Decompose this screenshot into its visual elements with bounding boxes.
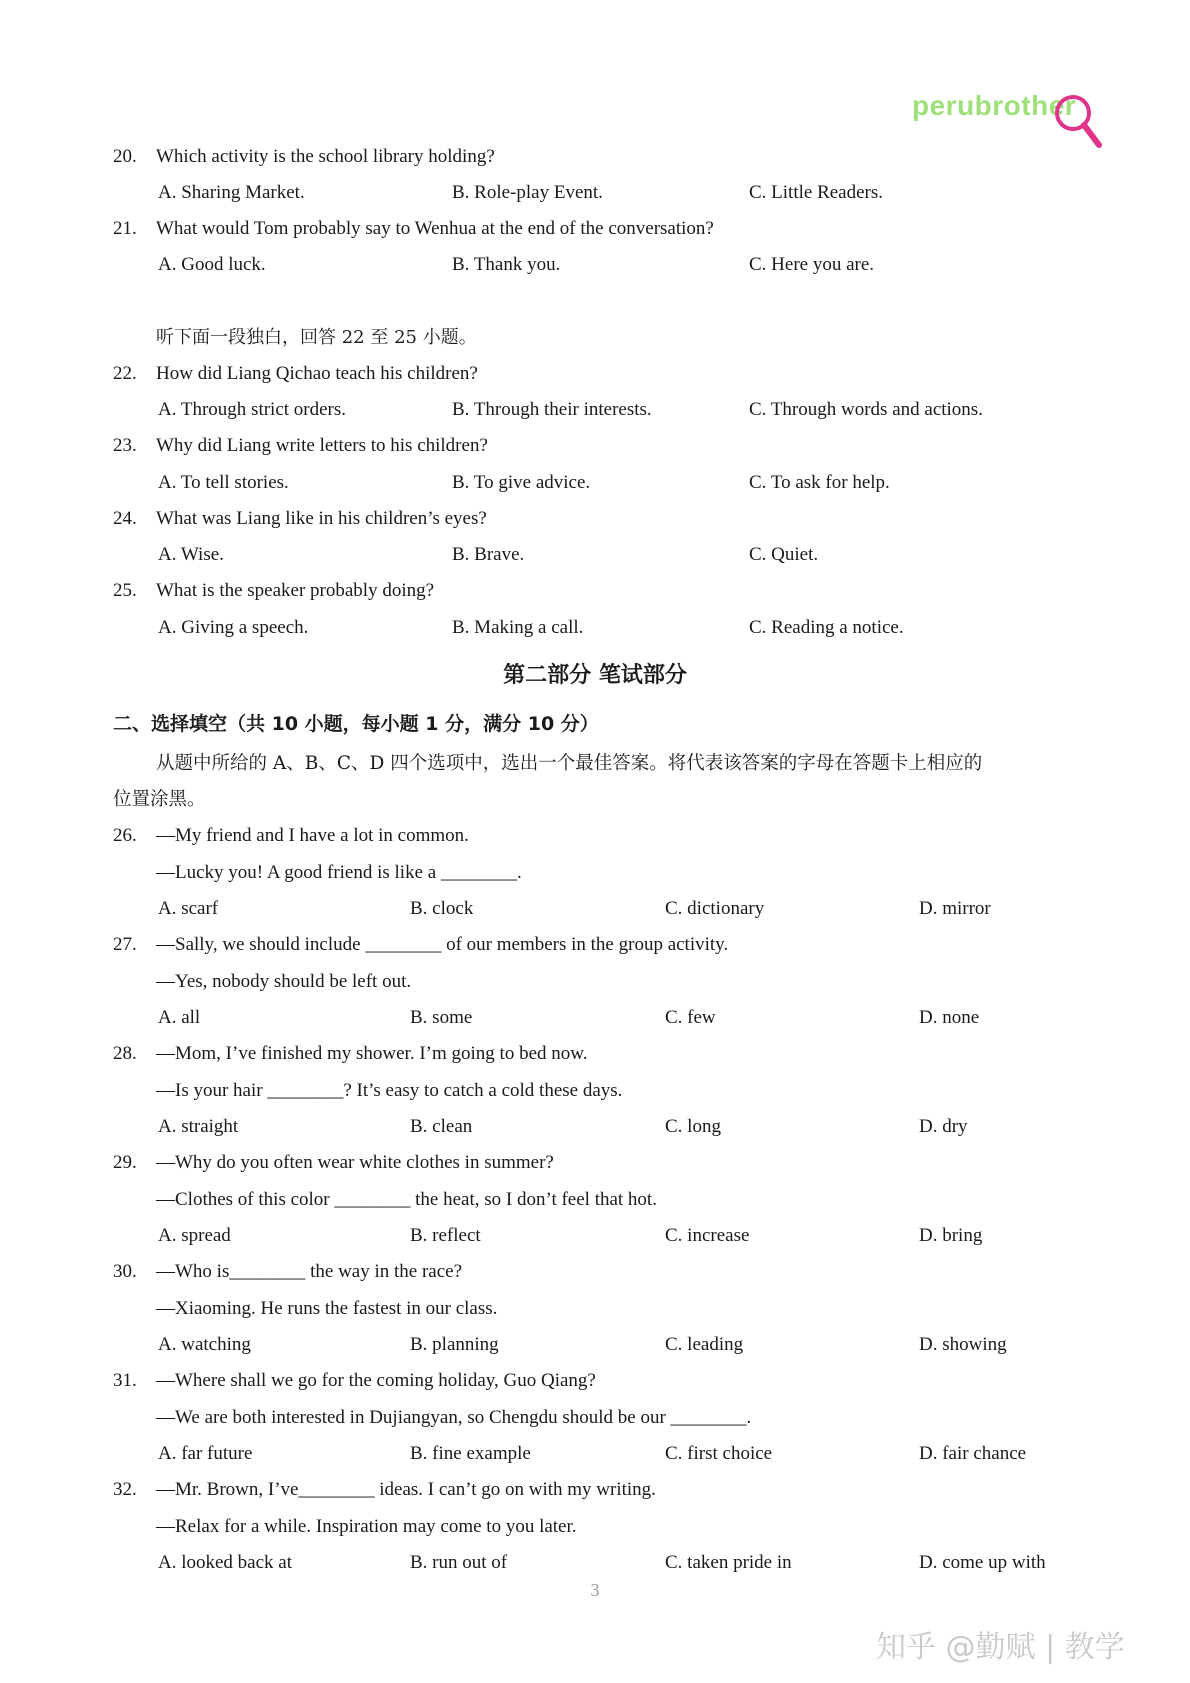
option-d: D. dry <box>919 1116 968 1137</box>
question-number: 25. <box>113 580 137 601</box>
option-b: B. fine example <box>410 1443 531 1464</box>
question-text: Which activity is the school library holding? <box>156 146 495 167</box>
question-number: 29. <box>113 1152 137 1173</box>
option-b: B. Making a call. <box>452 617 584 638</box>
option-a: A. all <box>158 1007 201 1028</box>
option-c: C. Through words and actions. <box>749 399 983 420</box>
question-line: —Mr. Brown, I’ve________ ideas. I can’t go on with my writing. <box>156 1479 656 1500</box>
question-number: 22. <box>113 363 137 384</box>
option-a: A. watching <box>158 1334 251 1355</box>
question-number: 32. <box>113 1479 137 1500</box>
question-number: 26. <box>113 825 137 846</box>
option-d: D. fair chance <box>919 1443 1027 1464</box>
question-line: —Sally, we should include ________ of our members in the group activity. <box>156 934 729 955</box>
option-c: C. Little Readers. <box>749 182 884 203</box>
option-c: C. Quiet. <box>749 544 819 565</box>
question-line: —Clothes of this color ________ the heat, so I don’t feel that hot. <box>156 1189 657 1210</box>
section-title: 第二部分 笔试部分 <box>503 663 687 688</box>
option-c: C. increase <box>665 1225 750 1246</box>
option-a: A. scarf <box>158 898 219 919</box>
option-d: D. showing <box>919 1334 1007 1355</box>
option-b: B. To give advice. <box>452 472 591 493</box>
option-a: A. Wise. <box>158 544 224 565</box>
option-c: C. leading <box>665 1334 744 1355</box>
instructions: 从题中所给的 A、B、C、D 四个选项中，选出一个最佳答案。将代表该答案的字母在答题卡上相应的 <box>156 753 983 774</box>
question-line: —Xiaoming. He runs the fastest in our class. <box>156 1298 498 1319</box>
question-line: —Yes, nobody should be left out. <box>156 971 412 992</box>
question-number: 31. <box>113 1370 137 1391</box>
option-c: C. To ask for help. <box>749 472 890 493</box>
option-a: A. far future <box>158 1443 253 1464</box>
option-a: A. looked back at <box>158 1552 293 1573</box>
option-b: B. Role-play Event. <box>452 182 603 203</box>
question-number: 24. <box>113 508 137 529</box>
question-text: How did Liang Qichao teach his children? <box>156 363 478 384</box>
question-line: —Where shall we go for the coming holiday, Guo Qiang? <box>156 1370 596 1391</box>
option-d: D. come up with <box>919 1552 1046 1573</box>
question-line: —Relax for a while. Inspiration may come to you later. <box>156 1516 577 1537</box>
option-b: B. reflect <box>410 1225 481 1246</box>
option-c: C. long <box>665 1116 721 1137</box>
option-b: B. some <box>410 1007 473 1028</box>
question-number: 20. <box>113 146 137 167</box>
option-b: B. planning <box>410 1334 499 1355</box>
option-c: C. Reading a notice. <box>749 617 904 638</box>
option-b: B. clock <box>410 898 474 919</box>
option-b: B. Brave. <box>452 544 525 565</box>
option-a: A. straight <box>158 1116 239 1137</box>
option-d: D. bring <box>919 1225 983 1246</box>
option-a: A. Through strict orders. <box>158 399 347 420</box>
page-number: 3 <box>590 1580 600 1600</box>
question-text: What is the speaker probably doing? <box>156 580 435 601</box>
instructions-cont: 位置涂黑。 <box>113 789 206 810</box>
question-number: 21. <box>113 218 137 239</box>
option-c: C. dictionary <box>665 898 765 919</box>
magnifier-icon <box>1053 93 1103 151</box>
question-line: —Why do you often wear white clothes in summer? <box>156 1152 554 1173</box>
option-a: A. spread <box>158 1225 231 1246</box>
option-d: D. mirror <box>919 898 991 919</box>
question-text: What was Liang like in his children’s eyes? <box>156 508 487 529</box>
option-b: B. Through their interests. <box>452 399 652 420</box>
brand-logo-text: perubrother <box>912 90 1077 121</box>
option-c: C. taken pride in <box>665 1552 792 1573</box>
question-line: —Mom, I’ve finished my shower. I’m going to bed now. <box>156 1043 588 1064</box>
question-number: 23. <box>113 435 137 456</box>
question-text: Why did Liang write letters to his children? <box>156 435 488 456</box>
option-c: C. few <box>665 1007 716 1028</box>
option-a: A. Good luck. <box>158 254 266 275</box>
question-line: —My friend and I have a lot in common. <box>156 825 469 846</box>
option-c: C. first choice <box>665 1443 773 1464</box>
question-line: —We are both interested in Dujiangyan, so Chengdu should be our ________. <box>156 1407 752 1428</box>
section-subtitle: 二、选择填空（共 10 小题，每小题 1 分，满分 10 分） <box>113 713 599 735</box>
option-b: B. run out of <box>410 1552 508 1573</box>
question-line: —Who is________ the way in the race? <box>156 1261 463 1282</box>
question-line: —Lucky you! A good friend is like a ________. <box>156 862 522 883</box>
option-b: B. Thank you. <box>452 254 561 275</box>
option-d: D. none <box>919 1007 980 1028</box>
question-number: 27. <box>113 934 137 955</box>
question-number: 28. <box>113 1043 137 1064</box>
question-text: What would Tom probably say to Wenhua at the end of the conversation? <box>156 218 714 239</box>
option-c: C. Here you are. <box>749 254 875 275</box>
question-number: 30. <box>113 1261 137 1282</box>
question-line: —Is your hair ________? It’s easy to catch a cold these days. <box>156 1080 623 1101</box>
listening-intro: 听下面一段独白，回答 22 至 25 小题。 <box>156 327 477 348</box>
option-a: A. Giving a speech. <box>158 617 309 638</box>
option-b: B. clean <box>410 1116 473 1137</box>
option-a: A. To tell stories. <box>158 472 289 493</box>
option-a: A. Sharing Market. <box>158 182 305 203</box>
watermark: 知乎 @勤赋 | 教学 <box>876 1630 1125 1665</box>
